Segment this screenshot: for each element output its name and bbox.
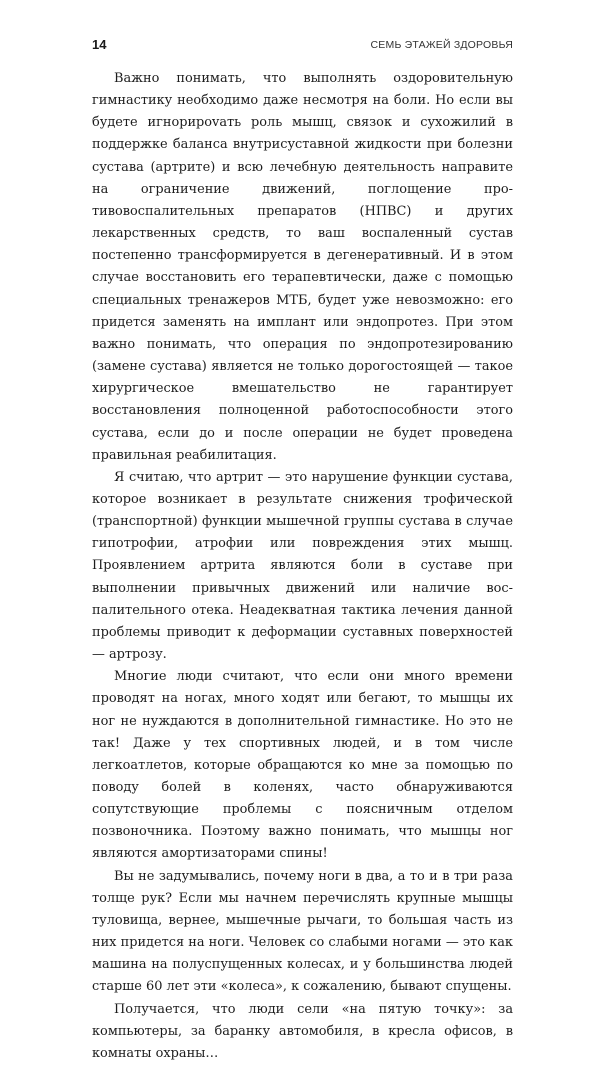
page-number: 14: [92, 37, 107, 52]
paragraph: Важно понимать, что выполнять оздоровительную гимнастику необходимо даже несмотря на боли. Но если вы будете игнорироvать роль мышц, связок и сухожилий в поддержке баланса внутрисуставной жидкости при болезни сустава (артрите) и всю лечебную деятельность направите на ограничение движений, поглощение противовоспалительных препаратов (НПВС) и других лекарственных средств, то ваш воспаленный сустав постепенно трансформируется в дегенеративный. И в этом случае восстановить его терапевтически, даже с помощью специальных тренажеров МТБ, будет уже невозможно: его придется заменять на имплант или эндопротез. При этом важно понимать, что операция по эндопротезированию (замене сустава) является не только дорогостоящей — такое хирургическое вмешательство не гарантирует восстановления полноценной работоспособности этого сустава, если до и после операции не будет проведена правильная реабилитация.: [92, 71, 513, 463]
paragraph: Многие люди считают, что если они много времени проводят на ногах, много ходят или бегают, то мышцы их ног не нуждаются в дополнительной гимнастике. Но это не так! Даже у тех спортивных людей, и в том числе легкоатлетов, которые обращаются ко мне за помощью по поводу болей в коленях, часто обнаруживаются сопутствующие проблемы с поясничным отделом позвоночника. Поэтому важно понимать, что мышцы ног являются амортизаторами спины!: [92, 669, 513, 862]
paragraph: Вы не задумывались, почему ноги в два, а то и в три раза толще рук? Если мы начнем перечислять крупные мышцы туловища, вернее, мышечные рычаги, то большая часть из них придется на ноги. Человек со слабыми ногами — это как машина на полуспущенных колесах, и у большинства людей старше 60 лет эти «колеса», к сожалению, бывают спущены.: [92, 868, 513, 995]
running-title: СЕМЬ ЭТАЖЕЙ ЗДОРОВЬЯ: [370, 39, 513, 51]
paragraph: Я считаю, что артрит — это нарушение функции сустава, которое возникает в результате снижения трофической (транспортной) функции мышечной группы сустава в случае гипотрофии, атрофии или повреждения этих мышц. Проявлением артрита являются боли в суставе при выполнении привычных движений или наличие воспалительного отека. Неадекватная тактика лечения данной проблемы приводит к деформации суставных поверхностей — артрозу.: [92, 469, 513, 663]
page-header: [92, 36, 513, 54]
body-text: [92, 68, 513, 1065]
paragraph: Получается, что люди сели «на пятую точку»: за компьютеры, за баранку автомобиля, в кресла офисов, в комнаты охраны…: [92, 1001, 513, 1061]
